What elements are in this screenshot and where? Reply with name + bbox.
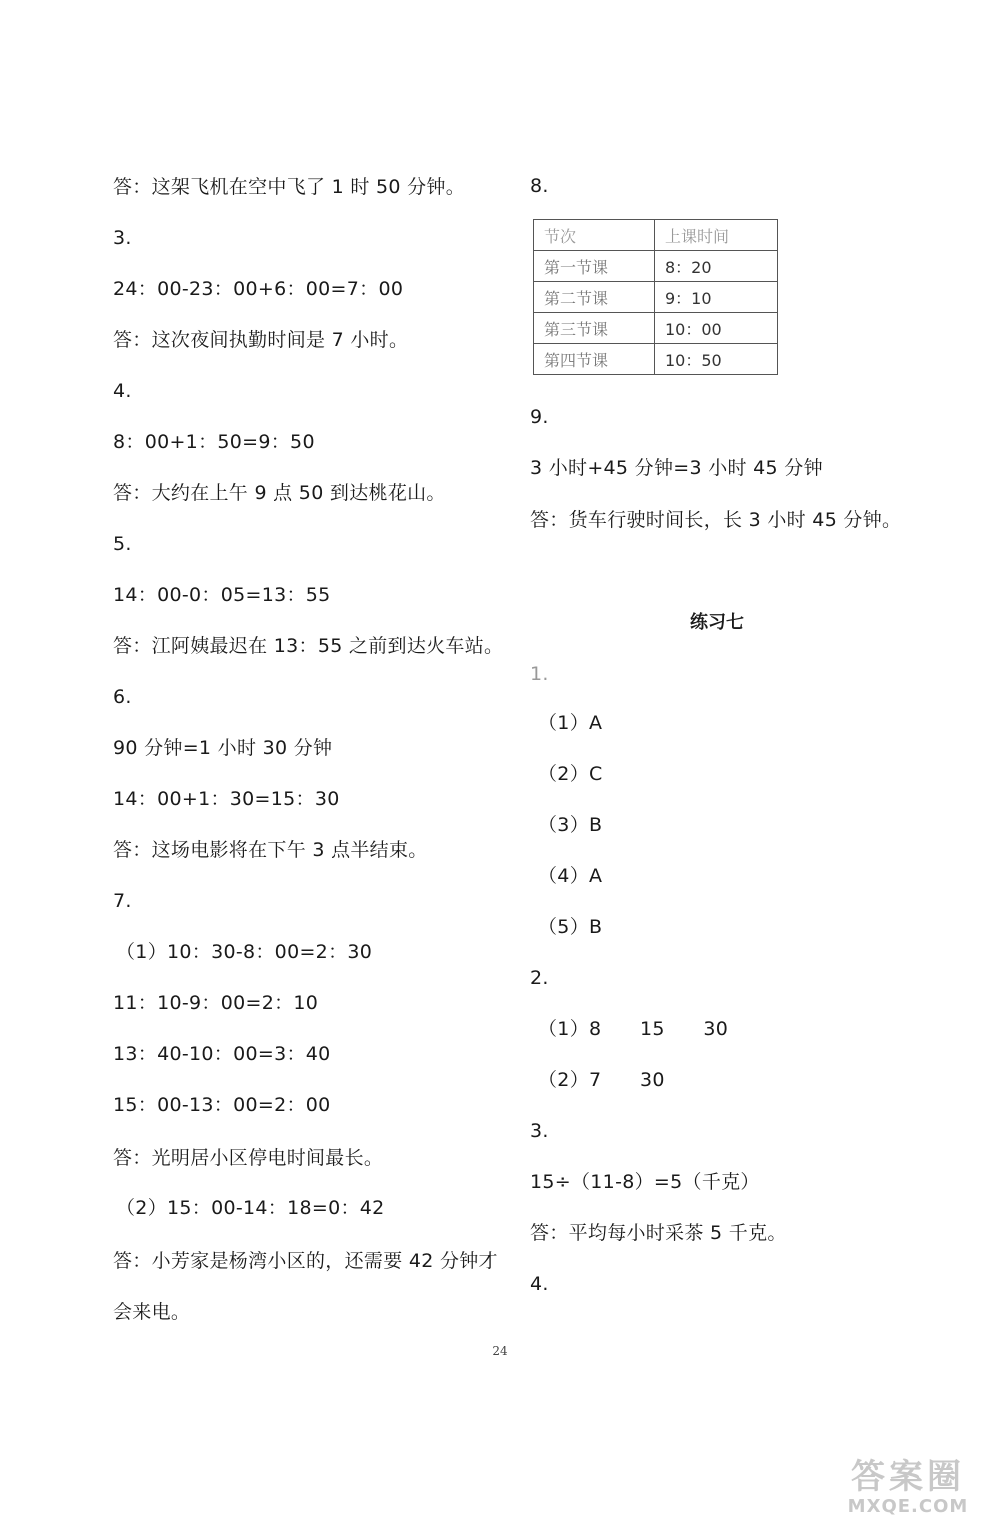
table-cell: 第四节课 [534,344,655,375]
text-line: 14：00+1：30=15：30 [113,788,340,810]
question-number: 9. [530,406,549,428]
table-header-cell: 节次 [534,220,655,251]
table-cell: 10：00 [655,313,778,344]
text-line: 8：00+1：50=9：50 [113,431,315,453]
question-number: 2. [530,967,549,989]
text-line: 会来电。 [113,1301,191,1323]
text-line: 答：这场电影将在下午 3 点半结束。 [113,839,428,861]
answer-item: （1）8 15 30 [538,1018,729,1040]
table-cell: 10：50 [655,344,778,375]
question-number: 4. [113,380,132,402]
table-row [534,251,778,282]
table-header-cell: 上课时间 [655,220,778,251]
section-title: 练习七 [690,612,744,633]
question-number: 5. [113,533,132,555]
text-line: 答：小芳家是杨湾小区的，还需要 42 分钟才 [113,1250,498,1272]
answer-item: （1）A [538,712,603,734]
question-number: 4. [530,1273,549,1295]
table-row [534,282,778,313]
text-line: 11：10-9：00=2：10 [113,992,319,1014]
text-line: 15：00-13：00=2：00 [113,1094,331,1116]
question-number: 8. [530,175,549,197]
question-number: 7. [113,890,132,912]
text-line: 答：货车行驶时间长，长 3 小时 45 分钟。 [530,509,902,531]
table-cell: 第一节课 [534,251,655,282]
table-cell: 8：20 [655,251,778,282]
text-line: 90 分钟=1 小时 30 分钟 [113,737,333,759]
table-cell: 9：10 [655,282,778,313]
table-row [534,344,778,375]
page-number: 24 [492,1344,508,1358]
text-line: 13：40-10：00=3：40 [113,1043,331,1065]
text-line: 3 小时+45 分钟=3 小时 45 分钟 [530,457,823,479]
text-line: 答：江阿姨最迟在 13：55 之前到达火车站。 [113,635,504,657]
text-line: （2）15：00-14：18=0：42 [116,1197,385,1219]
text-line: 答：这次夜间执勤时间是 7 小时。 [113,329,409,351]
table-cell: 第三节课 [534,313,655,344]
answer-item: （5）B [538,916,603,938]
question-number: 3. [530,1120,549,1142]
answer-item: （3）B [538,814,603,836]
question-number: 3. [113,227,132,249]
text-line: （1）10：30-8：00=2：30 [116,941,373,963]
text-line: 答：这架飞机在空中飞了 1 时 50 分钟。 [113,176,466,198]
text-line: 24：00-23：00+6：00=7：00 [113,278,404,300]
watermark-logo [828,1458,988,1520]
watermark-site-text: MXQE.COM [847,1496,969,1517]
text-line: 14：00-0：05=13：55 [113,584,331,606]
table-row [534,313,778,344]
table-cell: 第二节课 [534,282,655,313]
question-number: 6. [113,686,132,708]
text-line: 答：平均每小时采茶 5 千克。 [530,1222,787,1244]
question-number: 1. [530,663,549,685]
text-line: 答：大约在上午 9 点 50 到达桃花山。 [113,482,446,504]
text-line: 15÷（11-8）=5（千克） [530,1171,760,1193]
table-header-row [534,220,778,251]
answer-item: （2）C [538,763,603,785]
watermark-logo-text: 答案圈 [851,1457,965,1497]
class-schedule-table [533,219,778,375]
text-line: 答：光明居小区停电时间最长。 [113,1147,384,1169]
answer-item: （2）7 30 [538,1069,665,1091]
answer-item: （4）A [538,865,603,887]
